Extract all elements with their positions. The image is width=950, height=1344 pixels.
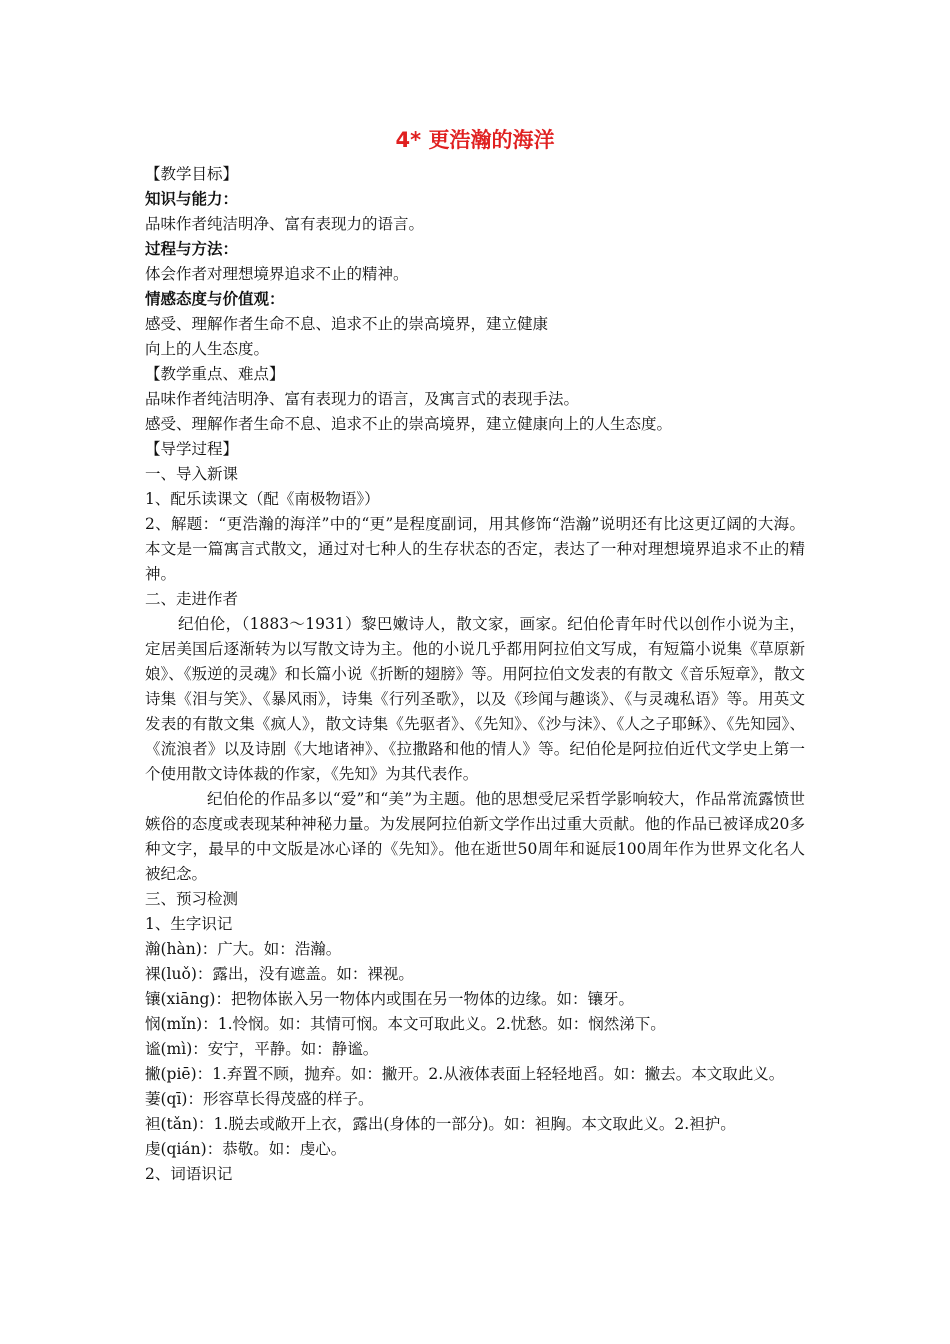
part3-item1: 1、生字识记 xyxy=(145,915,233,933)
vocab-item: 萋(qī)：形容草长得茂盛的样子。 xyxy=(145,1090,374,1108)
process-heading: 过程与方法： xyxy=(145,240,239,258)
vocab-item: 镶(xiāng)：把物体嵌入另一物体内或围在另一物体的边缘。如：镶牙。 xyxy=(145,990,634,1008)
document-title: 4* 更浩瀚的海洋 xyxy=(395,128,555,152)
vocab-item: 袒(tǎn)：1.脱去或敞开上衣，露出(身体的一部分)。如：袒胸。本文取此义。2.袒护。 xyxy=(145,1115,736,1133)
document-page xyxy=(145,118,805,1187)
vocab-item: 虔(qián)：恭敬。如：虔心。 xyxy=(145,1140,347,1158)
author-paragraph-2: 纪伯伦的作品多以“爱”和“美”为主题。他的思想受尼采哲学影响较大，作品常流露愤世嫉俗的态度或表现某种神秘力量。为发展阿拉伯新文学作出过重大贡献。他的作品已被译成20多种文字，最早的中文版是冰心译的《先知》。他在逝世50周年和诞辰100周年作为世界文化名人被纪念。 xyxy=(145,790,805,883)
process-text: 体会作者对理想境界追求不止的精神。 xyxy=(145,265,409,283)
emotion-text-1: 感受、理解作者生命不息、追求不止的崇高境界，建立健康 xyxy=(145,315,549,333)
emotion-heading: 情感态度与价值观： xyxy=(145,290,285,308)
author-paragraph-1: 纪伯伦，（1883～1931）黎巴嫩诗人，散文家，画家。纪伯伦青年时代以创作小说为主，定居美国后逐渐转为以写散文诗为主。他的小说几乎都用阿拉伯文写成，有短篇小说集《草原新娘》、《叛逆的灵魂》和长篇小说《折断的翅膀》等。用阿拉伯文发表的有散文《音乐短章》，散文诗集《泪与笑》、《暴风雨》，诗集《行列圣歌》，以及《珍闻与趣谈》、《与灵魂私语》等。用英文发表的有散文集《疯人》，散文诗集《先驱者》、《先知》、《沙与沫》、《人之子耶稣》、《先知园》、《流浪者》以及诗剧《大地诸神》、《拉撒路和他的情人》等。纪伯伦是阿拉伯近代文学史上第一个使用散文诗体裁的作家，《先知》为其代表作。 xyxy=(145,615,805,783)
vocab-item: 瀚(hàn)：广大。如：浩瀚。 xyxy=(145,940,342,958)
part1-heading: 一、导入新课 xyxy=(145,465,239,483)
part1-item1: 1、配乐读课文（配《南极物语》） xyxy=(145,490,380,508)
keypoints-heading: 【教学重点、难点】 xyxy=(145,365,285,383)
part1-item2: 2、解题：“更浩瀚的海洋”中的“更”是程度副词，用其修饰“浩瀚”说明还有比这更辽阔的大海。本文是一篇寓言式散文，通过对七种人的生存状态的否定，表达了一种对理想境界追求不止的精神。 xyxy=(145,515,805,583)
part2-heading: 二、走进作者 xyxy=(145,590,239,608)
vocab-item: 悯(mǐn)：1.怜悯。如：其情可悯。本文可取此义。2.忧愁。如：悯然涕下。 xyxy=(145,1015,666,1033)
keypoints-line-2: 感受、理解作者生命不息、追求不止的崇高境界，建立健康向上的人生态度。 xyxy=(145,415,673,433)
part3-item2: 2、词语识记 xyxy=(145,1165,233,1183)
keypoints-line-1: 品味作者纯洁明净、富有表现力的语言，及寓言式的表现手法。 xyxy=(145,390,580,408)
knowledge-heading: 知识与能力： xyxy=(145,190,239,208)
part3-heading: 三、预习检测 xyxy=(145,890,239,908)
knowledge-text: 品味作者纯洁明净、富有表现力的语言。 xyxy=(145,215,425,233)
vocab-item: 撇(piē)：1.弃置不顾，抛弃。如：撇开。2.从液体表面上轻轻地舀。如：撇去。本文取此义。 xyxy=(145,1065,785,1083)
vocabulary-list xyxy=(145,937,805,1162)
vocab-item: 裸(luǒ)：露出，没有遮盖。如：裸视。 xyxy=(145,965,414,983)
objectives-heading: 【教学目标】 xyxy=(145,165,239,183)
guide-heading: 【导学过程】 xyxy=(145,440,239,458)
vocab-item: 谧(mì)：安宁，平静。如：静谧。 xyxy=(145,1040,379,1058)
emotion-text-2: 向上的人生态度。 xyxy=(145,340,270,358)
